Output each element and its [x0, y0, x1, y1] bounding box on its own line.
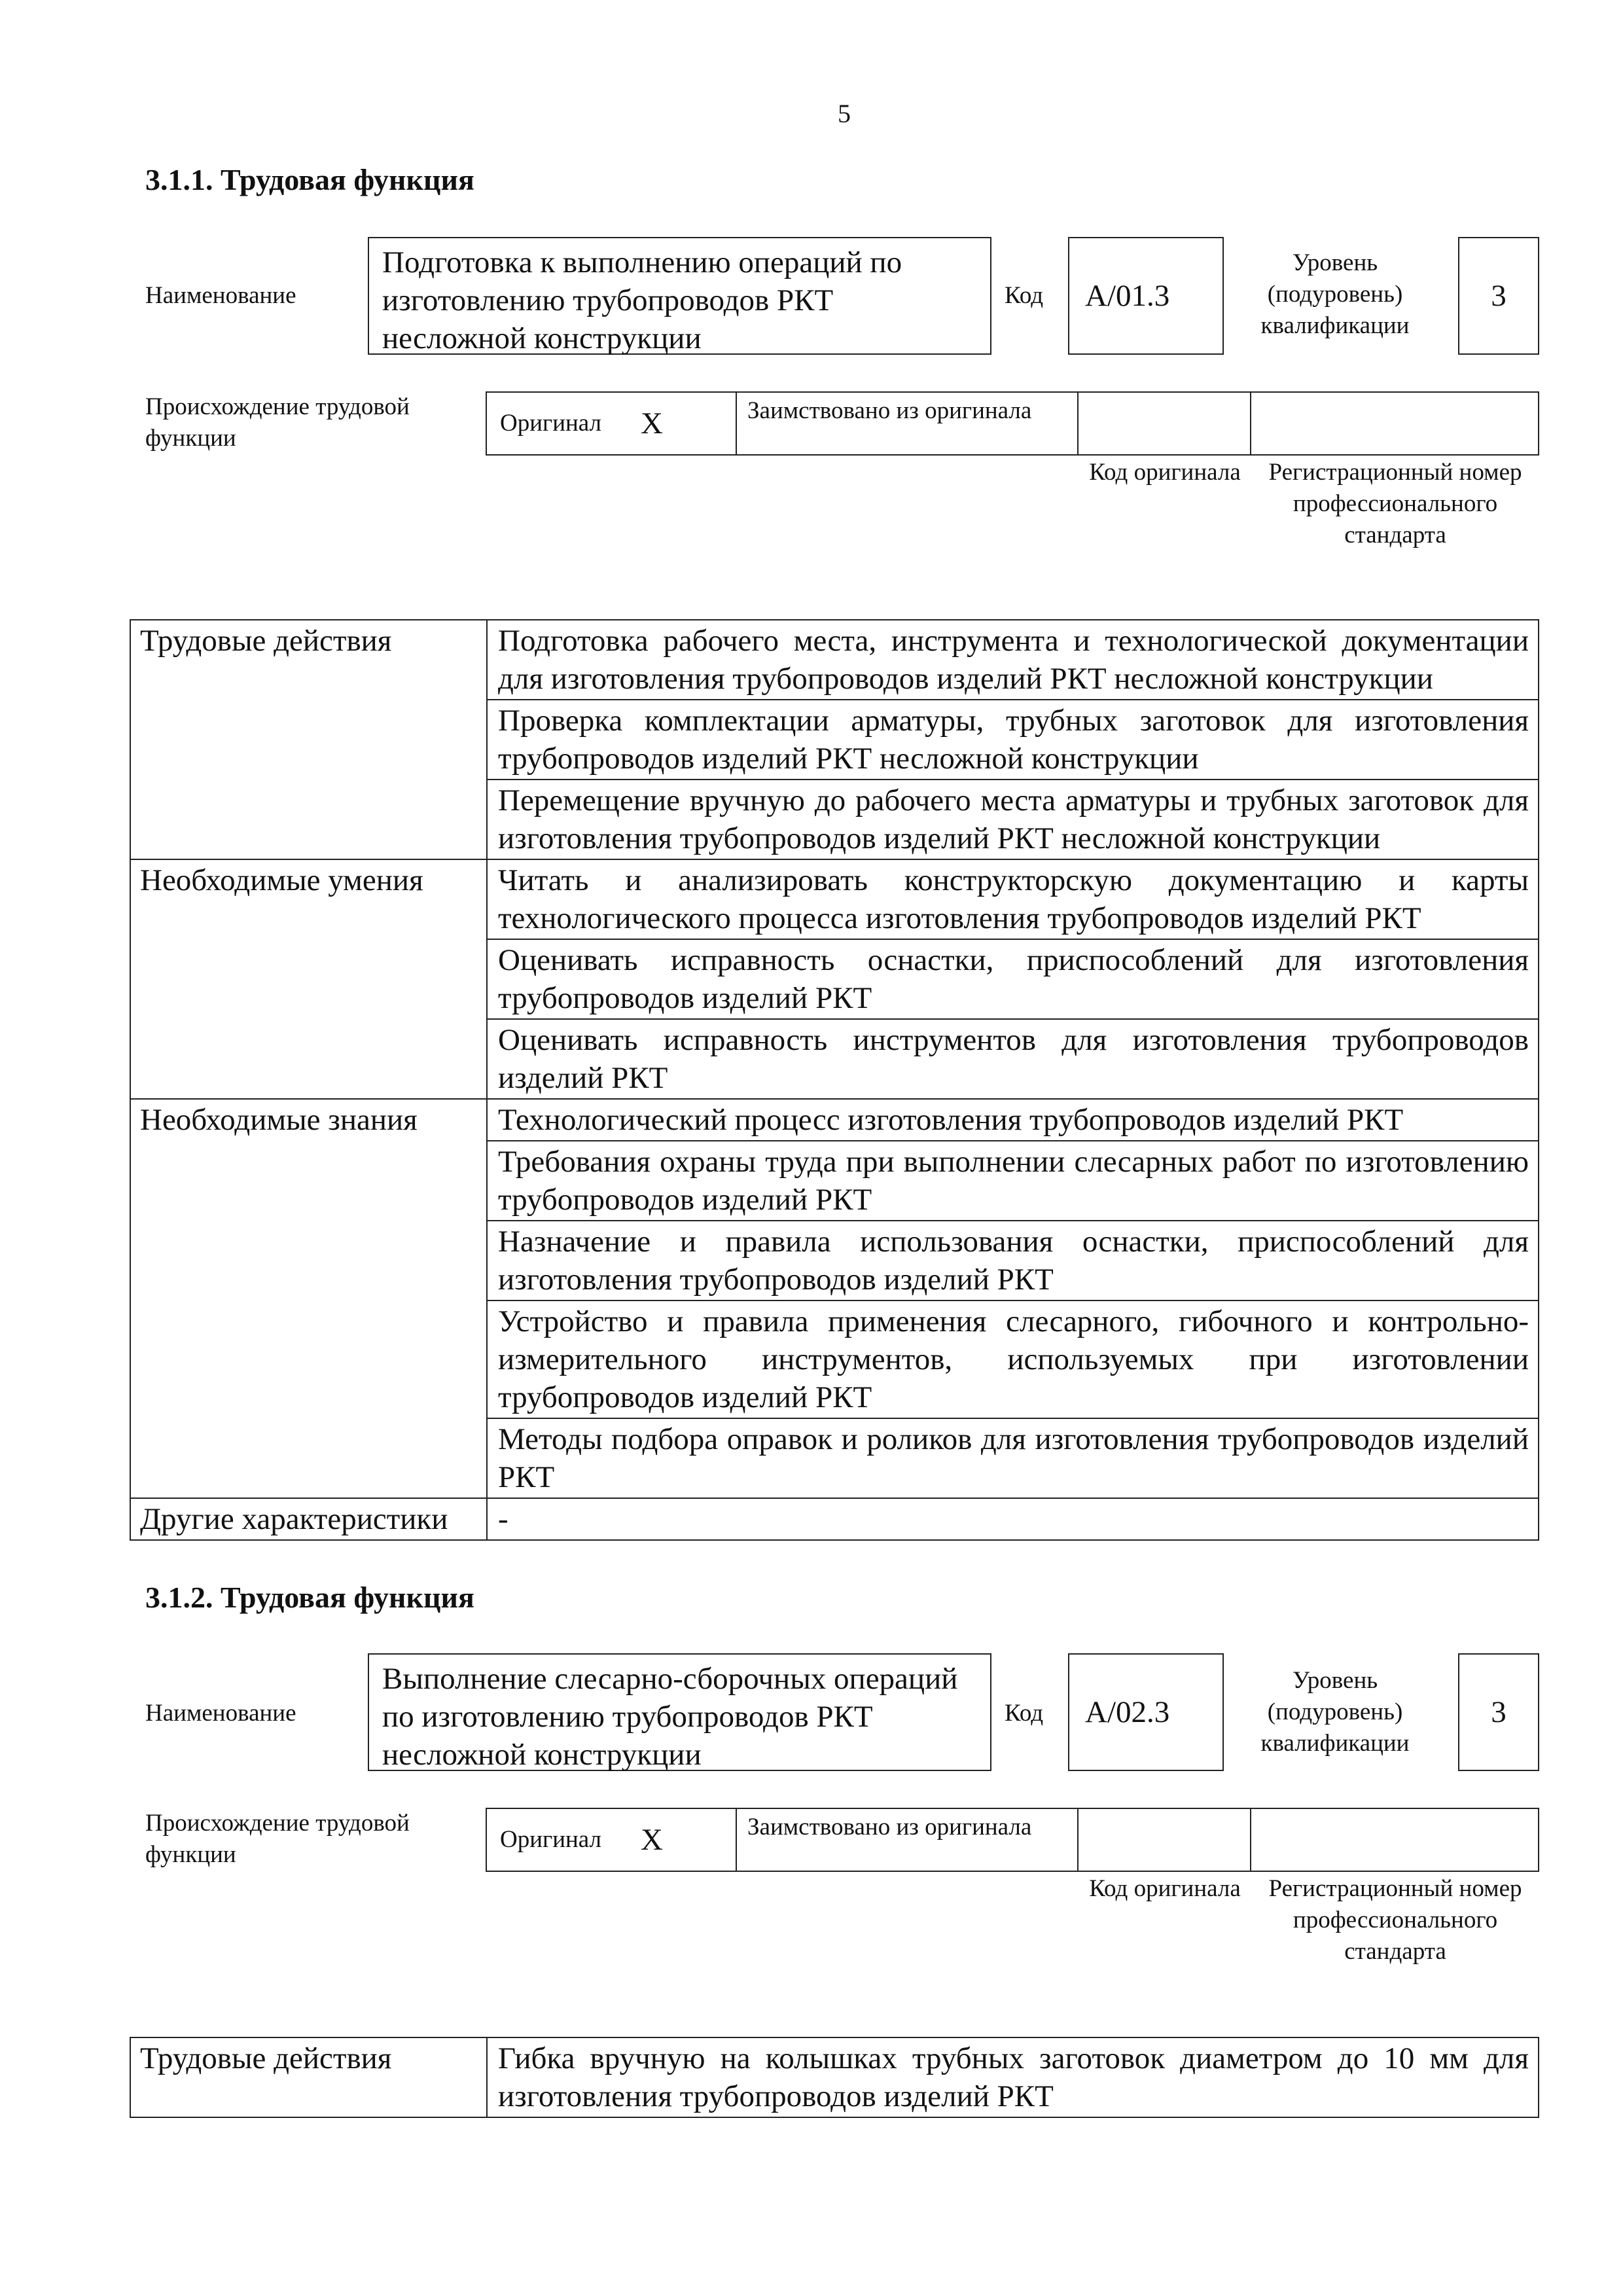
table-row	[130, 859, 1539, 939]
original-mark: X	[641, 1823, 663, 1857]
original-cell	[487, 393, 737, 454]
function-name-box	[368, 237, 991, 355]
code-label: Код	[1005, 1700, 1044, 1727]
requirement-cell: Технологический процесс изготовления трубопроводов изделий РКТ	[487, 1099, 1539, 1141]
table-row	[130, 1099, 1539, 1141]
category-cell: Необходимые умения	[130, 859, 487, 1099]
page-number: 5	[838, 99, 851, 128]
original-code-cell	[1079, 1809, 1251, 1871]
requirement-cell: Гибка вручную на колышках трубных заготовок диаметром до 10 мм для изготовления трубопроводов изделий РКТ	[487, 2037, 1539, 2117]
requirement-cell: Назначение и правила использования оснастки, приспособлений для изготовления трубопроводов изделий РКТ	[487, 1221, 1539, 1300]
function-details-table	[130, 2037, 1539, 2118]
original-mark: X	[641, 406, 663, 440]
category-cell: Трудовые действия	[130, 2037, 487, 2117]
reg-number-caption: Регистрационный номер профессионального стандарта	[1268, 459, 1522, 548]
level-label: Уровень (подуровень) квалификации	[1260, 1667, 1410, 1757]
table-row	[130, 620, 1539, 700]
original-cell	[487, 1809, 737, 1871]
original-label: Оригинал	[500, 410, 602, 437]
requirement-cell: Оценивать исправность инструментов для изготовления трубопроводов изделий РКТ	[487, 1019, 1539, 1099]
origin-row	[486, 391, 1539, 456]
function-name-value: Подготовка к выполнению операций по изготовлению трубопроводов РКТ несложной конструкции	[382, 245, 902, 355]
level-value: 3	[1491, 279, 1507, 313]
reg-number-caption: Регистрационный номер профессионального стандарта	[1268, 1875, 1522, 1965]
origin-label: Происхождение трудовой функции	[145, 393, 410, 452]
level-value-box	[1458, 1653, 1539, 1771]
requirement-cell: Перемещение вручную до рабочего места арматуры и трубных заготовок для изготовления трубопроводов изделий РКТ несложной конструкции	[487, 780, 1539, 859]
original-code-cell	[1079, 393, 1251, 454]
function-name-box	[368, 1653, 991, 1771]
table-row	[130, 1498, 1539, 1540]
category-cell: Необходимые знания	[130, 1099, 487, 1498]
name-label: Наименование	[145, 1700, 296, 1727]
level-label: Уровень (подуровень) квалификации	[1260, 249, 1410, 339]
borrowed-label: Заимствовано из оригинала	[747, 397, 1032, 424]
requirement-cell: Устройство и правила применения слесарного, гибочного и контрольно-измерительного инструментов, используемых при изготовлении трубопроводов изделий РКТ	[487, 1300, 1539, 1418]
section-title: 3.1.1. Трудовая функция	[145, 163, 474, 196]
name-label: Наименование	[145, 282, 296, 309]
requirement-cell: Оценивать исправность оснастки, приспособлений для изготовления трубопроводов изделий РКТ	[487, 939, 1539, 1019]
original-code-caption: Код оригинала	[1089, 1875, 1241, 1902]
code-value: А/01.3	[1085, 279, 1170, 313]
original-code-caption: Код оригинала	[1089, 459, 1241, 486]
borrowed-cell	[737, 1809, 1079, 1871]
reg-number-cell	[1251, 1809, 1538, 1871]
code-value-box	[1068, 237, 1224, 355]
requirement-cell: Проверка комплектации арматуры, трубных заготовок для изготовления трубопроводов изделий РКТ несложной конструкции	[487, 700, 1539, 780]
requirement-cell: Читать и анализировать конструкторскую документацию и карты технологического процесса изготовления трубопроводов изделий РКТ	[487, 859, 1539, 939]
table-row	[130, 2037, 1539, 2117]
original-label: Оригинал	[500, 1826, 602, 1853]
code-value-box	[1068, 1653, 1224, 1771]
section-title: 3.1.2. Трудовая функция	[145, 1581, 474, 1614]
code-value: А/02.3	[1085, 1695, 1170, 1729]
borrowed-label: Заимствовано из оригинала	[747, 1814, 1032, 1840]
function-details-table	[130, 619, 1539, 1541]
category-cell: Трудовые действия	[130, 620, 487, 859]
function-name-value: Выполнение слесарно-сборочных операций по изготовлению трубопроводов РКТ несложной конструкции	[382, 1662, 958, 1772]
reg-number-cell	[1251, 393, 1538, 454]
requirement-cell: Методы подбора оправок и роликов для изготовления трубопроводов изделий РКТ	[487, 1418, 1539, 1498]
requirement-cell: -	[487, 1498, 1539, 1540]
level-value: 3	[1491, 1695, 1507, 1729]
requirement-cell: Подготовка рабочего места, инструмента и технологической документации для изготовления трубопроводов изделий РКТ несложной конструкции	[487, 620, 1539, 700]
level-value-box	[1458, 237, 1539, 355]
category-cell: Другие характеристики	[130, 1498, 487, 1540]
borrowed-cell	[737, 393, 1079, 454]
code-label: Код	[1005, 282, 1044, 309]
requirement-cell: Требования охраны труда при выполнении слесарных работ по изготовлению трубопроводов изделий РКТ	[487, 1141, 1539, 1221]
origin-row	[486, 1808, 1539, 1872]
origin-label: Происхождение трудовой функции	[145, 1810, 410, 1868]
